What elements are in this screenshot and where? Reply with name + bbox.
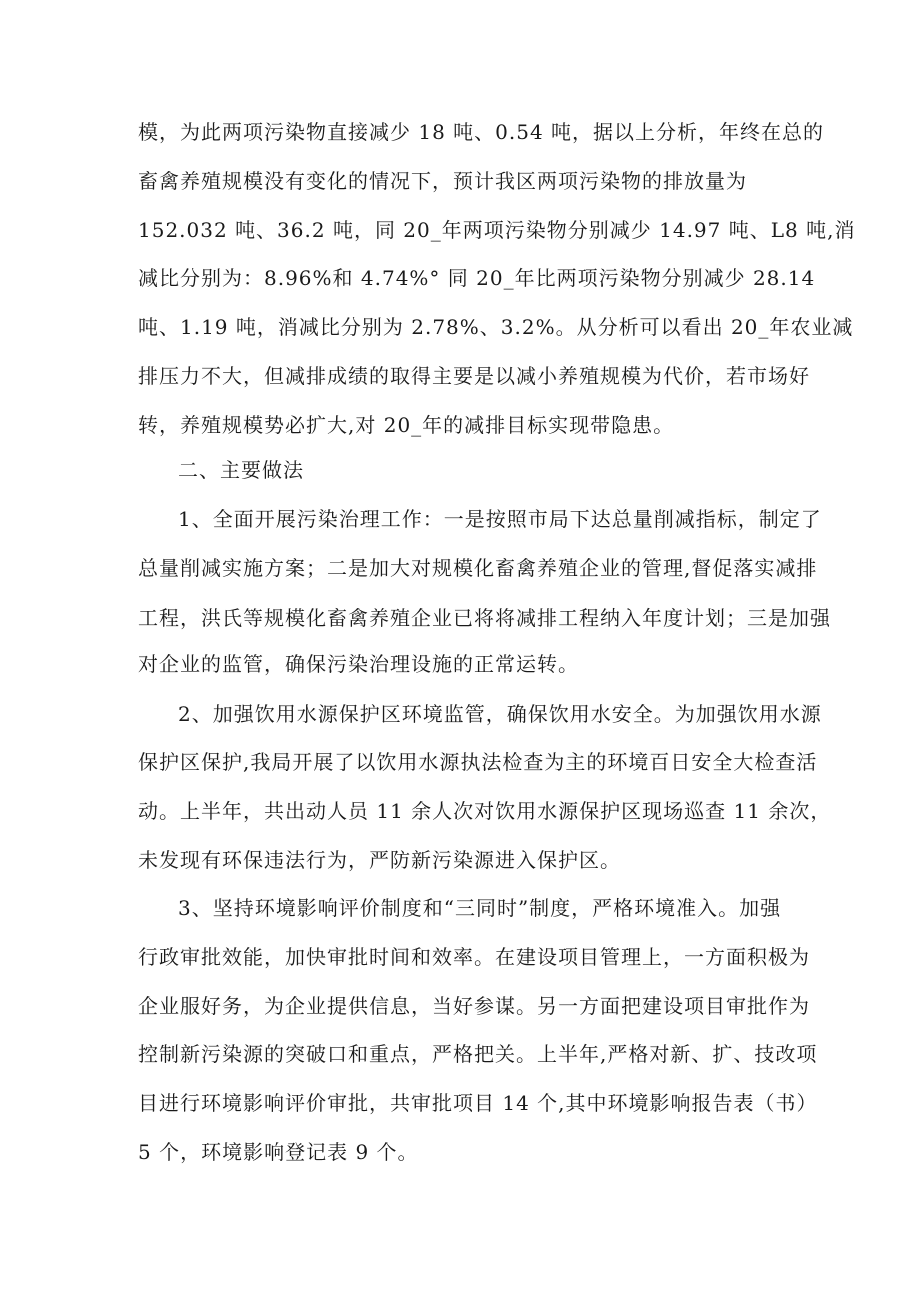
text-line: 保护区保护,我局开展了以饮用水源执法检查为主的环境百日安全大检查活 bbox=[138, 750, 818, 774]
text-line: 转，养殖规模势必扩大,对 20_年的减排目标实现带隐患。 bbox=[138, 413, 675, 437]
text-line: 目进行环境影响评价审批，共审批项目 14 个,其中环境影响报告表（书） bbox=[138, 1091, 818, 1115]
text-line: 畜禽养殖规模没有变化的情况下，预计我区两项污染物的排放量为 bbox=[138, 169, 747, 193]
text-line: 总量削减实施方案；二是加大对规模化畜禽养殖企业的管理,督促落实减排 bbox=[138, 556, 818, 580]
text-line: 对企业的监管，确保污染治理设施的正常运转。 bbox=[138, 652, 579, 676]
text-line: 行政审批效能，加快审批时间和效率。在建设项目管理上，一方面积极为 bbox=[138, 945, 810, 969]
text-line: 模，为此两项污染物直接减少 18 吨、0.54 吨，据以上分析，年终在总的 bbox=[138, 120, 825, 144]
text-line: 152.032 吨、36.2 吨，同 20_年两项污染物分别减少 14.97 吨、L8 吨,消 bbox=[138, 218, 856, 242]
text-line: 1、全面开展污染治理工作：一是按照市局下达总量削减指标，制定了 bbox=[178, 507, 822, 531]
text-line: 减比分别为：8.96%和 4.74%° 同 20_年比两项污染物分别减少 28.14 bbox=[138, 266, 816, 290]
text-line: 3、坚持环境影响评价制度和“三同时”制度，严格环境准入。加强 bbox=[178, 896, 782, 920]
text-line: 排压力不大，但减排成绩的取得主要是以减小养殖规模为代价，若市场好 bbox=[138, 364, 810, 388]
text-line: 工程，洪氏等规模化畜禽养殖企业已将将减排工程纳入年度计划；三是加强 bbox=[138, 606, 831, 630]
text-line: 动。上半年，共出动人员 11 余人次对饮用水源保护区现场巡查 11 余次， bbox=[138, 799, 832, 823]
section-heading: 二、主要做法 bbox=[178, 458, 304, 482]
text-line: 5 个，环境影响登记表 9 个。 bbox=[138, 1140, 419, 1164]
text-line: 控制新污染源的突破口和重点，严格把关。上半年,严格对新、扩、技改项 bbox=[138, 1042, 818, 1066]
text-line: 企业服好务，为企业提供信息，当好参谋。另一方面把建设项目审批作为 bbox=[138, 994, 810, 1018]
text-line: 2、加强饮用水源保护区环境监管，确保饮用水安全。为加强饮用水源 bbox=[178, 702, 822, 726]
text-line: 未发现有环保违法行为，严防新污染源进入保护区。 bbox=[138, 848, 621, 872]
text-line: 吨、1.19 吨，消减比分别为 2.78%、3.2%。从分析可以看出 20_年农业减 bbox=[138, 315, 854, 339]
